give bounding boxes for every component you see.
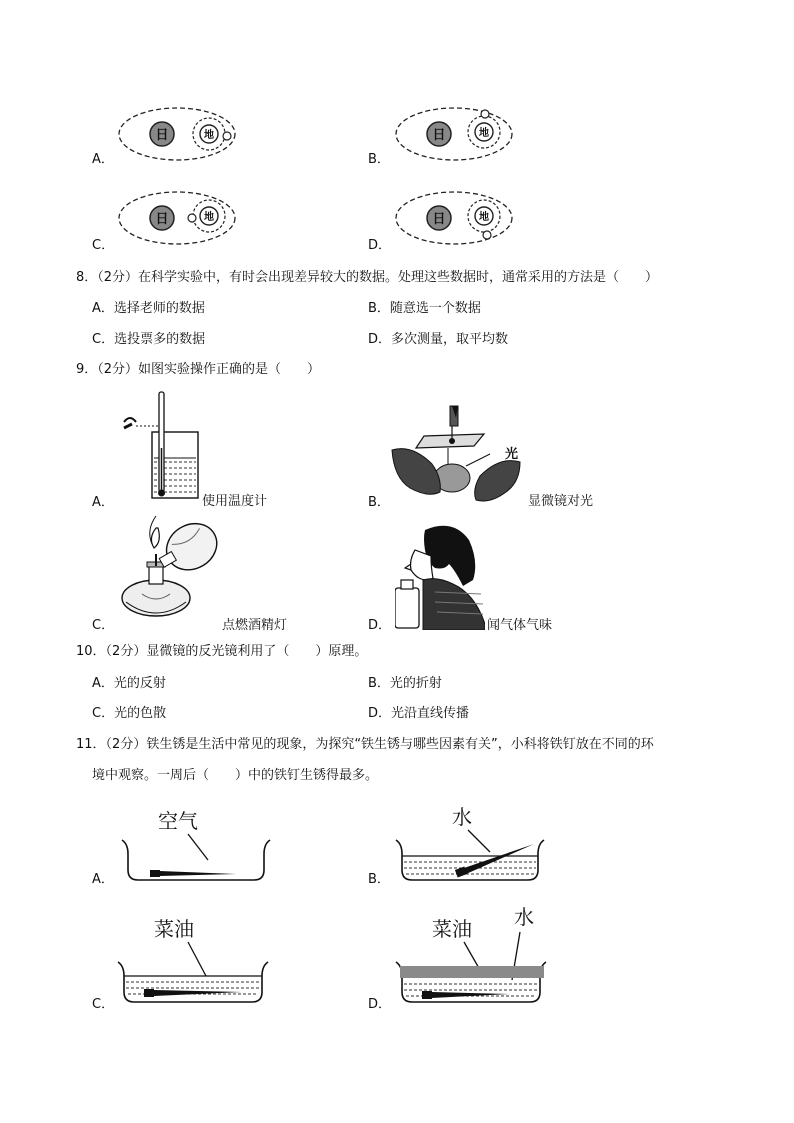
light-label: 光: [505, 447, 519, 462]
q10-option-d[interactable]: D．光沿直线传播: [368, 706, 470, 721]
oil-label: 菜油: [154, 917, 194, 941]
q9-option-d-caption: 闻气体气味: [487, 618, 553, 633]
q9-stem: 9．（2分）如图实验操作正确的是（ ）: [76, 362, 321, 377]
q7-option-d-letter: D．: [368, 238, 392, 253]
q11-option-d-dish-figure: [392, 900, 552, 1010]
q7-option-d-diagram: [392, 190, 517, 250]
q10-option-a[interactable]: A．光的反射: [92, 676, 166, 691]
q11-option-b-dish-figure: [392, 800, 550, 890]
q9-option-a-caption: 使用温度计: [202, 494, 268, 509]
q7-option-b-letter: B．: [368, 152, 390, 167]
q9-option-c-alcohol-lamp-figure: [112, 510, 224, 628]
sun-label: 日: [155, 128, 169, 143]
q11-stem-line1: 11．（2分）铁生锈是生活中常见的现象，为探究“铁生锈与哪些因素有关”，小科将铁钉放在不同的环: [76, 737, 654, 752]
q8-option-b[interactable]: B．随意选一个数据: [368, 301, 481, 316]
sun-label: 日: [432, 212, 446, 227]
air-label: 空气: [158, 809, 198, 833]
q10-option-b[interactable]: B．光的折射: [368, 676, 442, 691]
q8-option-c[interactable]: C．选投票多的数据: [92, 332, 206, 347]
q11-option-b-letter: B．: [368, 872, 390, 887]
q11-option-c-letter: C．: [92, 997, 115, 1012]
q9-option-a-letter: A．: [92, 495, 114, 510]
earth-label: 地: [204, 212, 214, 223]
q7-option-a-diagram: [115, 104, 240, 164]
q10-option-c[interactable]: C．光的色散: [92, 706, 167, 721]
q9-option-a-thermometer-figure: [116, 388, 206, 504]
water-label: 水: [452, 805, 472, 829]
q11-stem-line2: 境中观察。一周后（ ）中的铁钉生锈得最多。: [92, 768, 379, 783]
q9-option-b-microscope-figure: [390, 404, 525, 504]
q9-option-b-caption: 显微镜对光: [528, 494, 594, 509]
q7-option-c-letter: C．: [92, 238, 115, 253]
q8-stem: 8．（2分）在科学实验中，有时会出现差异较大的数据。处理这些数据时，通常采用的方法是（ ）: [76, 270, 659, 285]
earth-label: 地: [204, 130, 214, 141]
oil-label: 菜油: [432, 917, 472, 941]
q7-option-b-diagram: [392, 104, 517, 164]
q8-option-d[interactable]: D．多次测量，取平均数: [368, 332, 509, 347]
q9-option-b-letter: B．: [368, 495, 390, 510]
q10-stem: 10．（2分）显微镜的反光镜利用了（ ）原理。: [76, 644, 368, 659]
q7-option-c-diagram: [115, 190, 240, 250]
q11-option-a-dish-figure: [118, 800, 276, 890]
sun-label: 日: [155, 212, 169, 227]
q11-option-d-letter: D．: [368, 997, 392, 1012]
sun-label: 日: [432, 128, 446, 143]
q9-option-d-smelling-figure: [395, 520, 485, 630]
earth-label: 地: [479, 128, 489, 139]
water-label: 水: [514, 905, 534, 929]
q8-option-a[interactable]: A．选择老师的数据: [92, 301, 205, 316]
earth-label: 地: [479, 212, 489, 223]
q9-option-c-caption: 点燃酒精灯: [222, 618, 288, 633]
q7-option-a-letter: A．: [92, 152, 114, 167]
q9-option-c-letter: C．: [92, 618, 115, 633]
q9-option-d-letter: D．: [368, 618, 392, 633]
q11-option-c-dish-figure: [114, 910, 274, 1010]
q11-option-a-letter: A．: [92, 872, 114, 887]
